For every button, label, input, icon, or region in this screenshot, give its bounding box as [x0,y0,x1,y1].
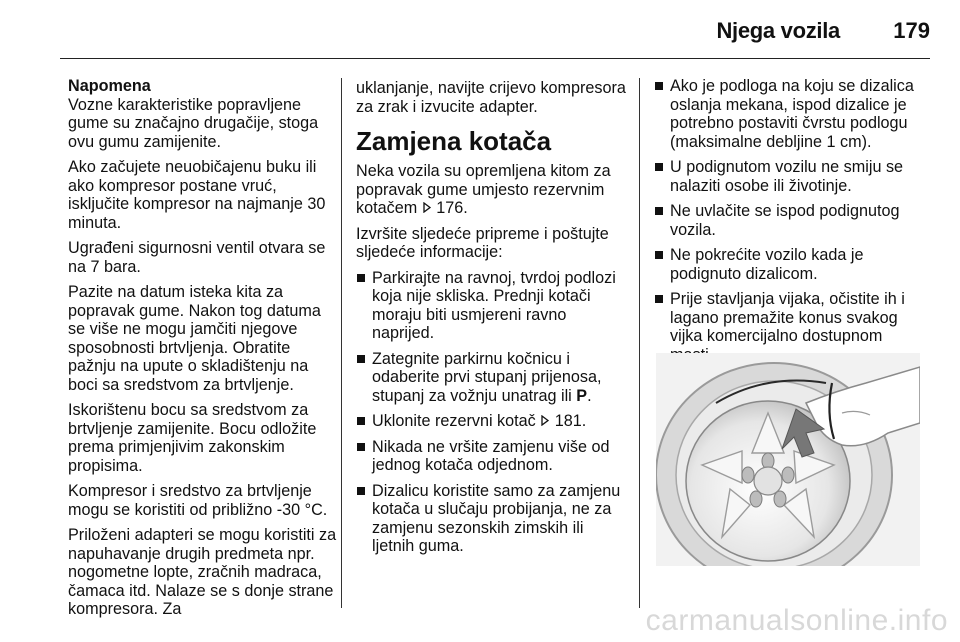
column-2 [356,79,626,563]
page-header [0,0,960,60]
prep-text: Izvršite sljedeće pripreme i poštujte sljedeće informacije: [356,224,609,261]
bullet-icon [357,443,365,451]
bullet-icon [357,487,365,495]
list-item: Parkirajte na ravnoj, tvrdoj podlozi koja nije skliska. Prednji kotači moraju biti usmjereni ravno naprijed. [356,269,626,343]
bullet-icon [655,82,663,90]
bullet-icon [655,163,663,171]
continuation-text: uklanjanje, navijte crijevo kompresora za zrak i izvucite adapter. [356,79,626,116]
list-item: Prije stavljanja vijaka, očistite ih i lagano premažite konus svakog vijka komercijalno dostupnom [654,290,929,364]
column-3 [654,77,929,371]
header-rule [60,58,930,59]
bullet-icon [357,417,365,425]
list-item: Nikada ne vršite zamjenu više od jednog kotača odjednom. [356,438,626,475]
bullet-icon [655,295,663,303]
note-title: Napomena [68,77,151,95]
paragraph: Priloženi adapteri se mogu koristiti za napuhavanje drugih predmeta npr. nogometne lopte, zračnih madraca, čamaca itd. Nalaze se s donje strane kompresora. Za [68,526,337,618]
column-divider [341,78,342,608]
section-title: Njega vozila [716,18,840,43]
note-text: Vozne karakteristike popravljene gume su značajno drugačije, stoga ovu gumu zamijenite. [68,95,319,151]
paragraph: Pazite na datum isteka kita za popravak gume. Nakon tog datuma se više ne mogu jamčiti njegove sposobnosti brtvljenja. Obratite pažnju na upute o skladištenju na boci sa sredstvom za brtvljenje. [68,283,321,394]
page-ref-icon[interactable] [422,199,432,218]
list-item: Ne uvlačite se ispod podignutog vozila. [654,202,929,239]
column-1 [68,77,338,626]
bullet-icon [655,251,663,259]
list-item: Zategnite parkirnu kočnicu i odaberite prvi stupanj prijenosa, stupanj za vožnju unatrag ili P. [356,350,626,406]
bullet-icon [357,355,365,363]
heading-wheel-change: Zamjena kotača [356,126,552,156]
page-number: 179 [893,18,930,43]
paragraph: Iskorištenu bocu sa sredstvom za brtvljenje zamijenite. Bocu odložite prema primjenjivim zakonskim propisima. [68,401,317,475]
paragraph: Ako začujete neuobičajenu buku ili ako kompresor postane vruć, isključite kompresor na najmanje 30 minuta. [68,158,326,232]
wheel-cover-illustration [656,353,920,566]
bullet-icon [357,274,365,282]
paragraph: Ugrađeni sigurnosni ventil otvara se na 7 bara. [68,239,326,276]
list-item: Uklonite rezervni kotač 181. [356,412,626,431]
page-ref-icon[interactable] [540,412,550,431]
list-item: Ako je podloga na koju se dizalica oslanja mekana, ispod dizalice je potrebno postaviti čvrstu podlogu (maksimalne debljine 1 cm). [654,77,929,151]
bullet-icon [655,207,663,215]
list-item: Ne pokrećite vozilo kada je podignuto dizalicom. [654,246,929,283]
column-divider [639,78,640,608]
list-item: Dizalicu koristite samo za zamjenu kotača u slučaju probijanja, ne za zamjenu sezonskih zimskih ili ljetnih guma. [356,482,626,556]
intro-text: Neka vozila su opremljena kitom za popravak gume umjesto rezervnim kotačem 176. [356,162,611,217]
watermark: carmanualsonline.info [645,604,948,637]
list-item: U podignutom vozilu ne smiju se nalaziti osobe ili životinje. [654,158,929,195]
paragraph: Kompresor i sredstvo za brtvljenje mogu se koristiti od približno -30 °C. [68,482,328,519]
